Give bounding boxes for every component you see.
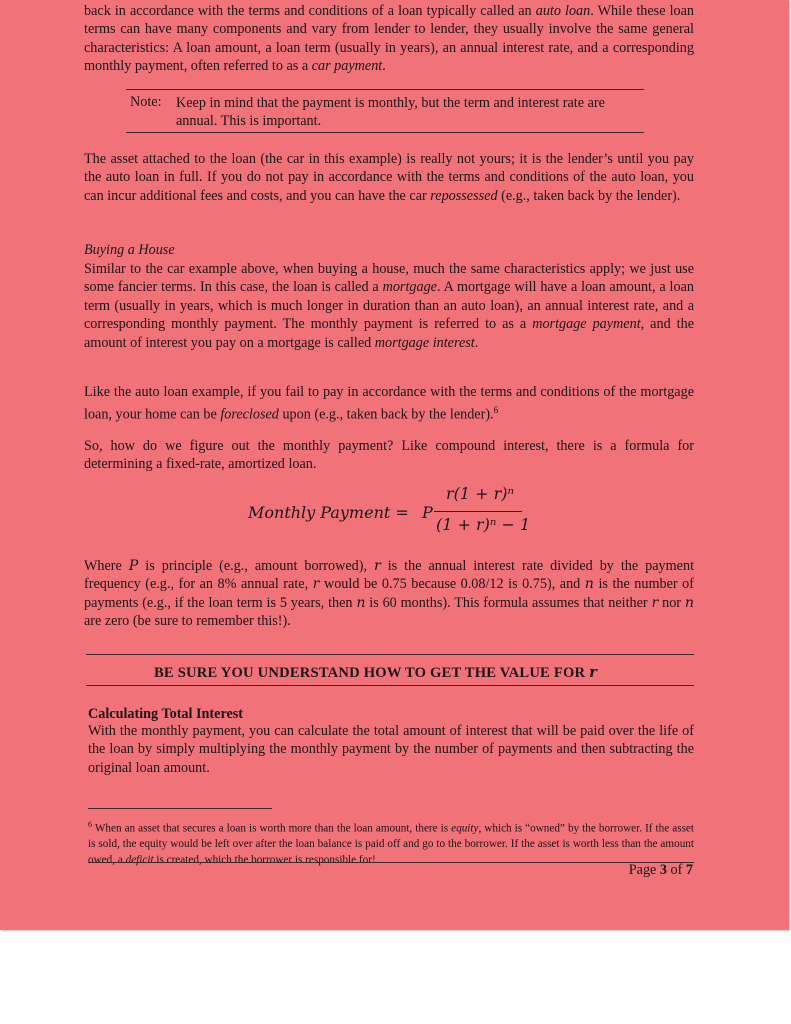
where-text-h: are zero (be sure to remember this!). (84, 613, 291, 630)
intro-text-b: . While these loan terms can have many components and vary from lender to lender, they usually involve the same general characteristics: A loan amount, a loan term (usually in years), an annual interest rate, and a corresponding monthly payment, often referred to as a (84, 3, 694, 75)
banner-text: BE SURE YOU UNDERSTAND HOW TO GET THE VALUE FOR (154, 665, 590, 681)
term-mortgage: mortgage (382, 279, 437, 296)
note-box (126, 89, 644, 133)
page-total: 7 (685, 862, 693, 878)
var-P: P (128, 558, 139, 574)
var-r: r (312, 576, 320, 593)
asset-text-b: (e.g., taken back by the lender). (497, 187, 681, 204)
where-text-e: is the number of payments (e.g., if the loan term is 5 years, then (84, 576, 694, 611)
term-equity: equity (451, 822, 479, 835)
var-r: r (651, 594, 659, 611)
page-middle: of (666, 862, 686, 878)
footnote-separator (88, 808, 272, 809)
intro-text-c: . (382, 58, 386, 75)
var-n: n (584, 576, 594, 593)
formula-intro-paragraph: So, how do we figure out the monthly payment? Like compound interest, there is a formula for determining a fixed-rate, amortized loan. (84, 438, 694, 473)
footnote-text-a: When an asset that secures a loan is worth more than the loan amount, there is (92, 822, 452, 835)
emphasis-banner (154, 664, 597, 682)
where-text-c: is the annual interest rate divided by the payment frequency (e.g., for an 8% annual rate, (84, 558, 695, 593)
term-mortgage-interest: mortgage interest (374, 334, 475, 351)
page-number (629, 862, 693, 879)
term-foreclosed: foreclosed (220, 407, 279, 424)
house-paragraph (84, 260, 694, 352)
house-text-a: Similar to the car example above, when buying a house, much the same characteristics apply; we just use some fancier terms. In this case, the loan is called a (84, 261, 694, 296)
monthly-payment-formula (248, 484, 578, 540)
banner-rule-bottom (86, 685, 694, 686)
formula-denominator: (1 + r)ⁿ − 1 (436, 515, 531, 534)
total-interest-paragraph: With the monthly payment, you can calculate the total amount of interest that will be paid over the life of the loan by simply multiplying the monthly payment by the number of payments and then subtracting the original loan amount. (88, 723, 694, 776)
var-r: r (373, 558, 381, 574)
formula-fraction-bar (434, 511, 522, 512)
footnote-ref-6[interactable]: 6 (493, 405, 499, 416)
term-car-payment: car payment (311, 58, 383, 75)
term-mortgage-payment: mortgage payment (532, 316, 641, 333)
var-n: n (684, 594, 694, 611)
house-text-b: . A mortgage will have a loan amount, a loan term (usually in years, which is much longer in duration than an auto loan), an annual interest rate, and a corresponding monthly payment. The monthly payment is referred to as a (84, 279, 694, 333)
banner-rule-top (86, 654, 694, 655)
buying-house-heading: Buying a House (84, 242, 175, 258)
where-text-d: would be 0.75 because 0.08/12 is 0.75), and (319, 576, 585, 593)
formula-lhs: Monthly Payment = (248, 503, 409, 522)
footnote-number: 6 (88, 820, 92, 829)
term-repossessed: repossessed (430, 187, 498, 204)
term-deficit: deficit (125, 853, 154, 866)
page-current: 3 (659, 862, 667, 878)
house-text-d: . (474, 334, 479, 351)
house-text-c: , and the amount of interest you pay on a mortgage is called (84, 316, 694, 351)
like-text-a: Like the auto loan example, if you fail to pay in accordance with the terms and conditions of the mortgage loan, your home can be (84, 384, 694, 424)
footnote-text-b: , which is “owned” by the borrower. If the asset is sold, the equity would be left over after the loan balance is paid off and go to the borrower. If the asset is worth less than the amount owed, a (88, 822, 694, 866)
page-prefix: Page (628, 862, 660, 878)
where-text-f: is 60 months). This formula assumes that neither (365, 594, 652, 611)
where-text-a: Where (84, 558, 129, 574)
formula-principal: P (422, 503, 433, 522)
foreclosure-paragraph (84, 383, 694, 425)
formula-numerator: r(1 + r)ⁿ (446, 484, 515, 503)
like-text-b: upon (e.g., taken back by the lender). (278, 407, 494, 424)
intro-paragraph (84, 2, 694, 76)
variables-paragraph (84, 557, 694, 631)
footer-rule (88, 862, 694, 863)
asset-paragraph (84, 150, 694, 205)
var-n: n (356, 594, 366, 611)
where-text-b: is principle (e.g., amount borrowed), (138, 558, 374, 574)
intro-text-a: back in accordance with the terms and conditions of a loan typically called an (84, 3, 536, 19)
asset-text-a: The asset attached to the loan (the car in this example) is really not yours; it is the lender’s until you pay the auto loan in full. If you do not pay in accordance with the terms and conditions of the auto loan, you can incur additional fees and costs, and you can have the car (84, 151, 694, 204)
term-auto-loan: auto loan (535, 3, 591, 19)
total-interest-heading: Calculating Total Interest (88, 706, 244, 722)
where-text-g: nor (658, 594, 685, 611)
note-text: Keep in mind that the payment is monthly, but the term and interest rate are annual. This is important. (176, 95, 605, 130)
footnote-text-c: is created, which the borrower is responsible for! (153, 853, 376, 866)
banner-var-r: r (589, 664, 597, 681)
footnote-6 (88, 817, 694, 868)
note-label: Note: (130, 94, 162, 110)
